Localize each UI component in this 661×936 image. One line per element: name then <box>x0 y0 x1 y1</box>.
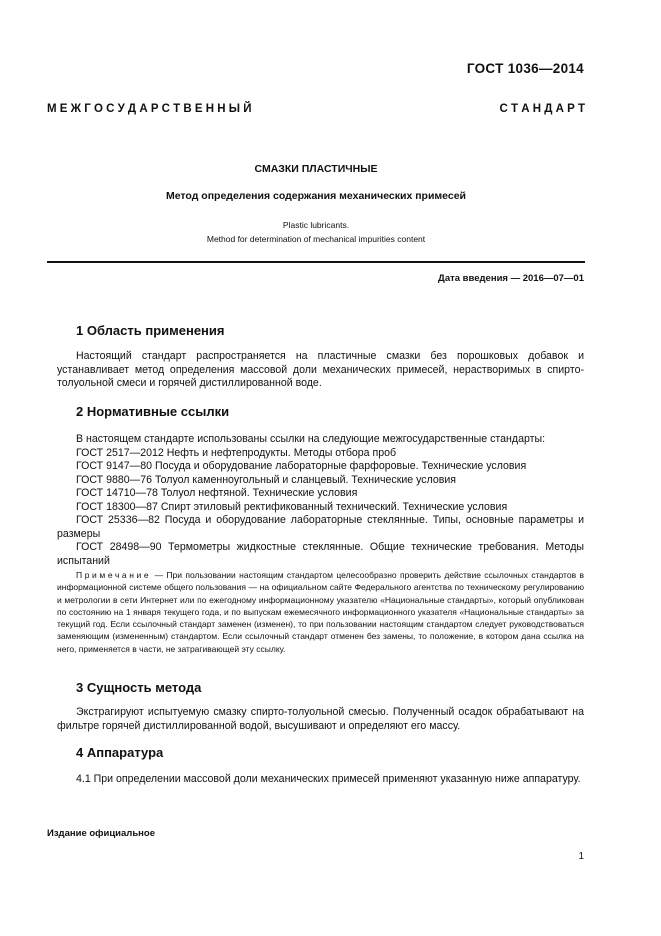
section-4-heading: 4 Аппаратура <box>76 745 164 760</box>
page-number: 1 <box>578 851 584 862</box>
section-4-paragraph <box>57 773 584 787</box>
section-2-note <box>57 569 584 655</box>
banner-word-interstate: М Е Ж Г О С У Д А Р С Т В Е Н Н Ы Й <box>47 103 252 115</box>
section-1-paragraph <box>57 350 584 391</box>
section-2-intro: В настоящем стандарте использованы ссылки на следующие межгосударственные стандарты: <box>76 433 546 445</box>
header-divider <box>47 261 585 263</box>
section-3-text: Экстрагируют испытуемую смазку спирто-толуольной смесью. Полученный осадок обрабатывают на фильтре горячей дистиллированной водой, высушивают и определяют его массу. <box>57 706 584 732</box>
reference-item: ГОСТ 25336—82 Посуда и оборудование лабораторные стеклянные. Типы, основные параметры и размеры <box>57 514 584 540</box>
section-4-text: 4.1 При определении массовой доли механических примесей применяют указанную ниже аппаратуру. <box>76 773 581 785</box>
note-text: — При пользовании настоящим стандартом целесообразно проверить действие ссылочных стандартов в информационной системе общего пользования — на официальном сайте Федерального агентства по техническому регулированию и метрологии в сети Интернет или по ежегодному информационному указателю «Национальные стандарты», который опубликован по состоянию на 1 января текущего года, и по выпускам ежемесячного информационного указателя «Национальные стандарты» за текущий год. Если ссылочный стандарт заменен (изменен), то при пользовании настоящим стандартом следует руководствоваться заменяющим (измененным) стандартом. Если ссылочный стандарт отменен без замены, то положение, в котором дана ссылка на него, применяется в части, не затрагивающей эту ссылку. <box>57 570 584 654</box>
english-title-line-1: Plastic lubricants. <box>282 220 350 230</box>
reference-item: ГОСТ 14710—78 Толуол нефтяной. Технические условия <box>76 487 358 499</box>
reference-item: ГОСТ 2517—2012 Нефть и нефтепродукты. Методы отбора проб <box>76 446 397 459</box>
banner-interstate-standard <box>47 103 585 115</box>
english-title-line-2: Method for determination of mechanical impurities content <box>206 234 426 244</box>
section-1-text: Настоящий стандарт распространяется на пластичные смазки без порошковых добавок и устанавливает метод определения массовой доли механических примесей, нерастворимых в спирто-толуольной смеси и горячей дистиллированной воде. <box>57 350 584 389</box>
reference-item: ГОСТ 18300—87 Спирт этиловый ректификованный технический. Технические условия <box>76 500 508 513</box>
reference-item: ГОСТ 9147—80 Посуда и оборудование лабораторные фарфоровые. Технические условия <box>76 460 527 472</box>
section-2-heading: 2 Нормативные ссылки <box>76 404 230 419</box>
banner-word-standard: С Т А Н Д А Р Т <box>499 103 585 115</box>
note-label: Примечание <box>76 570 152 580</box>
english-title <box>47 218 585 246</box>
official-edition-label: Издание официальное <box>47 828 155 839</box>
section-1-heading: 1 Область применения <box>76 323 225 338</box>
reference-item: ГОСТ 28498—90 Термометры жидкостные стеклянные. Общие технические требования. Методы испытаний <box>57 541 584 567</box>
section-2-references <box>57 433 584 568</box>
reference-item: ГОСТ 9880—76 Толуол каменноугольный и сланцевый. Технические условия <box>76 473 457 486</box>
section-3-paragraph <box>57 706 584 733</box>
section-3-heading: 3 Сущность метода <box>76 680 202 695</box>
document-title: СМАЗКИ ПЛАСТИЧНЫЕ <box>254 163 378 175</box>
document-subtitle: Метод определения содержания механических примесей <box>165 190 467 202</box>
standard-code: ГОСТ 1036—2014 <box>466 61 584 76</box>
introduction-date: Дата введения — 2016—07—01 <box>438 273 584 284</box>
